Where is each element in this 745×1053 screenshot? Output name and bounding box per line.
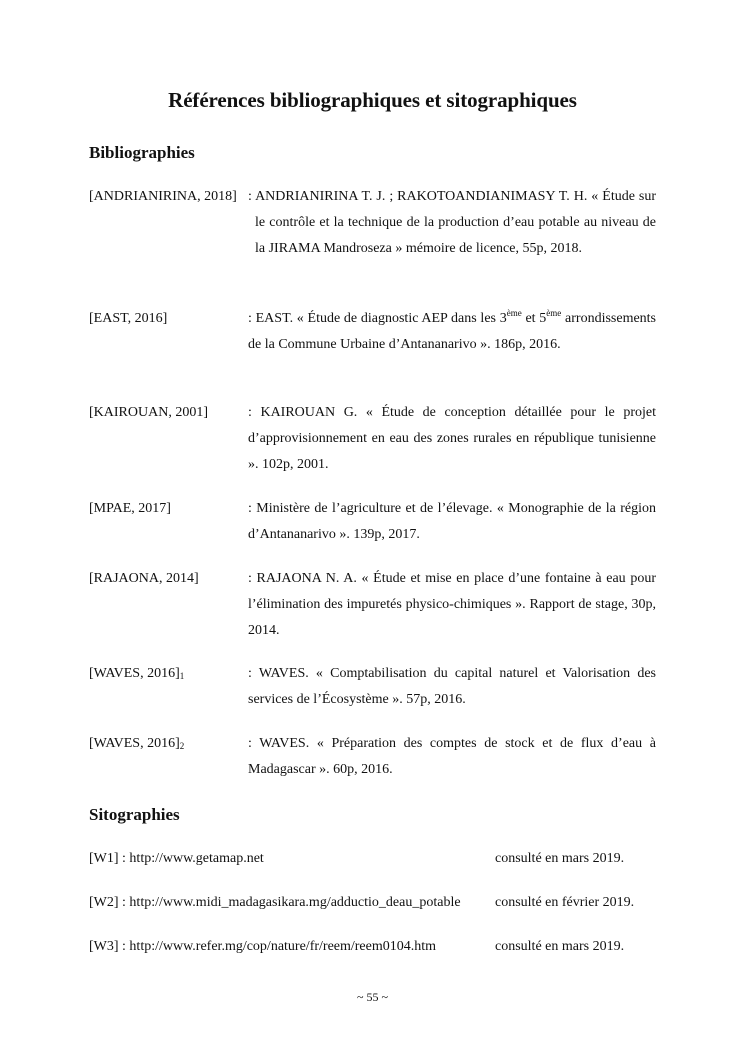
bibliography-entry-key: [MPAE, 2017] (89, 501, 171, 516)
sitography-heading: Sitographies (89, 805, 180, 824)
page-title: Références bibliographiques et sitographiques (168, 88, 577, 112)
page-number: ~ 55 ~ (357, 990, 388, 1004)
bibliography-entry-text: : ANDRIANIRINA T. J. ; RAKOTOANDIANIMASY T. H. « Étude sur le contrôle et la technique de la production d’eau potable au niveau de la JIRAMA Mandroseza » mémoire de licence, 55p, 2018. (248, 189, 656, 256)
bibliography-entry (89, 184, 656, 262)
bibliography-entry-key: [RAJAONA, 2014] (89, 571, 199, 586)
bibliography-entry (89, 496, 656, 548)
bibliography-entry-text: : WAVES. « Préparation des comptes de stock et de flux d’eau à Madagascar ». 60p, 2016. (248, 736, 656, 777)
bibliography-entry-key: [ANDRIANIRINA, 2018] (89, 189, 237, 204)
sitography-date: consulté en mars 2019. (495, 939, 625, 954)
bibliography-entry-text: : WAVES. « Comptabilisation du capital naturel et Valorisation des services de l’Écosystème ». 57p, 2016. (248, 666, 656, 707)
bibliography-heading: Bibliographies (89, 143, 195, 162)
bibliography-entry (89, 400, 656, 478)
sitography-link[interactable]: [W2] : http://www.midi_madagasikara.mg/adductio_deau_potable (89, 895, 461, 910)
bibliography-entry-key: [WAVES, $2016]_2$ (89, 736, 185, 751)
sitography-date: consulté en février 2019. (495, 895, 635, 910)
bibliography-entry-text: : KAIROUAN G. « Étude de conception détaillée pour le projet d’approvisionnement en eau des zones rurales en république tunisienne ». 102p, 2001. (248, 405, 656, 472)
bibliography-entry-text: : RAJAONA N. A. « Étude et mise en place d’une fontaine à eau pour l’élimination des impuretés physico-chimiques ». Rapport de stage, 30p, 2014. (248, 571, 656, 638)
bibliography-entry (89, 306, 656, 358)
sitography-link[interactable]: [W3] : http://www.refer.mg/cop/nature/fr/reem/reem0104.htm (89, 939, 437, 954)
bibliography-entry (89, 731, 656, 783)
bibliography-entry-text: : Ministère de l’agriculture et de l’élevage. « Monographie de la région d’Antananarivo ». 139p, 2017. (248, 501, 656, 542)
sitography-date: consulté en mars 2019. (495, 851, 625, 866)
bibliography-entry-key: [EAST, 2016] (89, 311, 168, 326)
bibliography-entry (89, 566, 656, 644)
bibliography-entry (89, 661, 656, 713)
bibliography-entry-key: [WAVES, $2016]_1$ (89, 666, 185, 681)
sitography-link[interactable]: [W1] : http://www.getamap.net (89, 851, 264, 866)
bibliography-entry-text: : EAST. « Étude de diagnostic AEP dans les 3ème et 5ème arrondissements de la Commune Urbaine d’Antananarivo ». 186p, 2016. (248, 308, 657, 352)
bibliography-entry-key: [KAIROUAN, 2001] (89, 405, 208, 420)
